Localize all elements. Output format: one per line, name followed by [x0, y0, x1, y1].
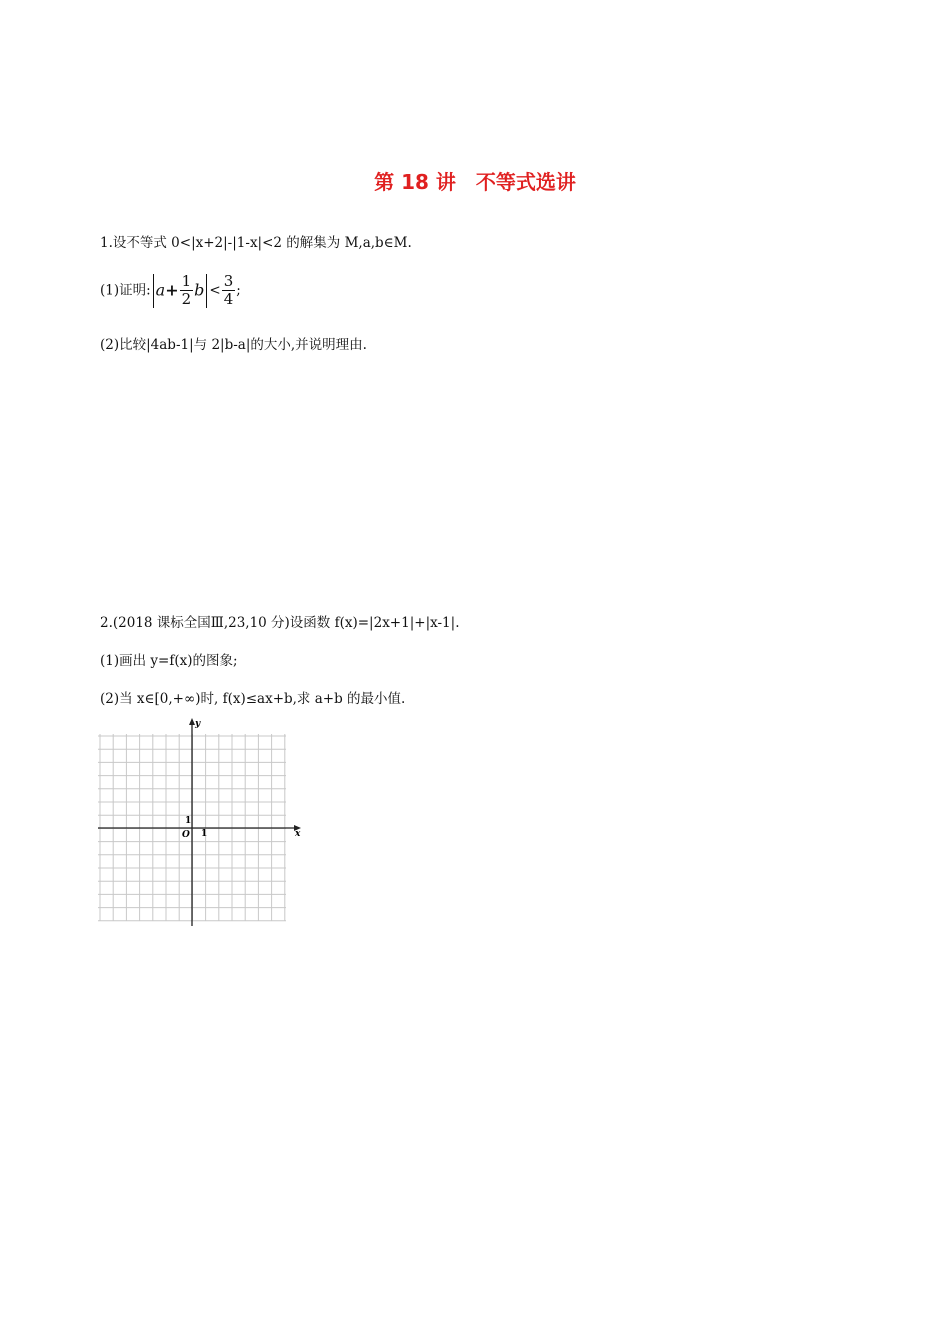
less-than-sign: < [209, 282, 221, 299]
q1-part1 [100, 270, 241, 310]
abs-bar-left [153, 274, 154, 308]
q1-part2: (2)比较|4ab-1|与 2|b-a|的大小,并说明理由. [100, 337, 367, 353]
x-tick-label: 1 [201, 829, 208, 839]
fraction-three-quarters [222, 273, 236, 308]
origin-label: O [182, 830, 190, 840]
q1-stem: 1.设不等式 0<|x+2|-|1-x|<2 的解集为 M,a,b∈M. [100, 235, 412, 251]
semicolon: ; [236, 282, 241, 299]
y-tick-label: 1 [185, 816, 192, 826]
fraction-denominator: 2 [181, 290, 192, 308]
plus-sign: + [165, 280, 179, 300]
q2-part1: (1)画出 y=f(x)的图象; [100, 653, 238, 669]
coordinate-grid [94, 716, 309, 931]
page-title: 第 18 讲 不等式选讲 [374, 170, 576, 194]
q1-part1-prefix: (1)证明: [100, 282, 151, 299]
fraction-numerator: 3 [223, 272, 234, 290]
var-a: a [155, 280, 166, 300]
q2-part2: (2)当 x∈[0,+∞)时, f(x)≤ax+b,求 a+b 的最小值. [100, 691, 406, 707]
fraction-one-half [180, 273, 194, 308]
abs-bar-right [206, 274, 207, 308]
var-b: b [194, 280, 205, 300]
y-axis-label: y [195, 719, 201, 729]
fraction-numerator: 1 [181, 272, 192, 290]
x-axis-label: x [295, 829, 301, 839]
q2-stem: 2.(2018 课标全国Ⅲ,23,10 分)设函数 f(x)=|2x+1|+|x-1|. [100, 615, 460, 631]
fraction-denominator: 4 [223, 290, 234, 308]
